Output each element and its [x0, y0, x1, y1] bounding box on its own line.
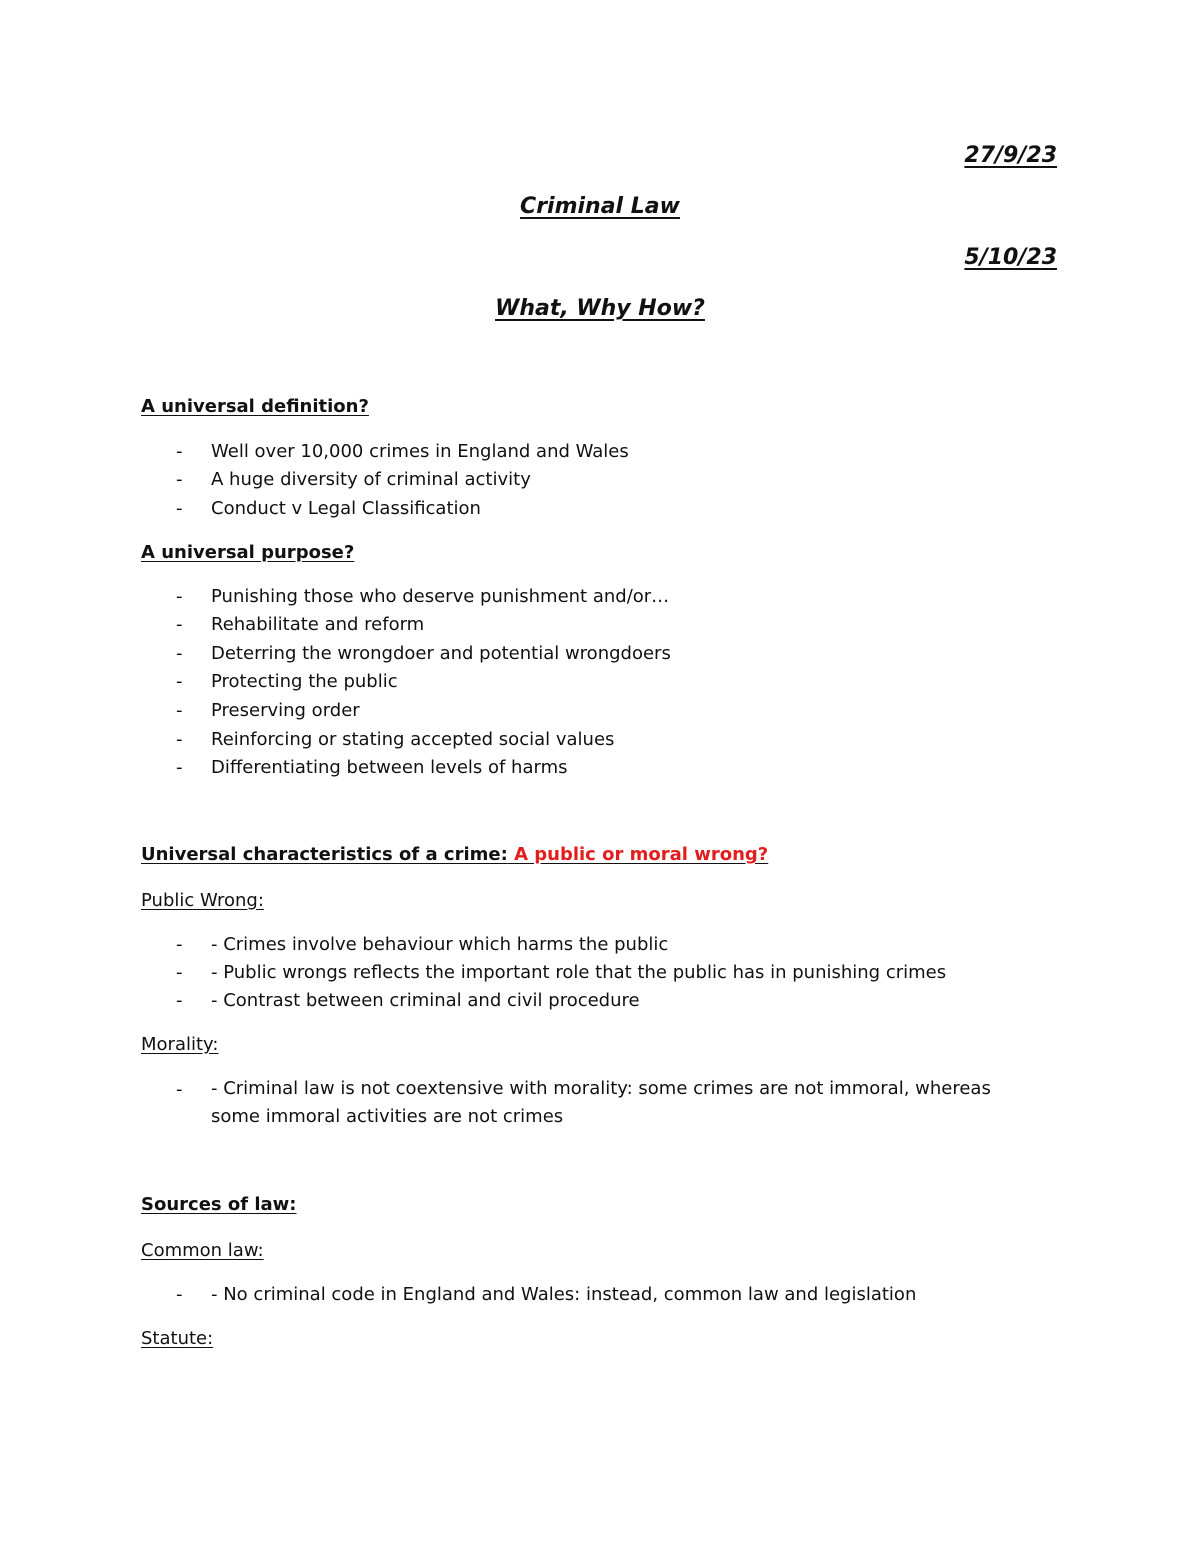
- bullet-dash: -: [176, 643, 183, 664]
- purpose-heading: A universal purpose?: [141, 542, 355, 563]
- characteristics-heading-text: Universal characteristics of a crime:: [141, 844, 508, 865]
- list-item: - No criminal code in England and Wales: instead, common law and legislation: [211, 1284, 917, 1305]
- bullet-dash: -: [176, 469, 183, 490]
- bullet-dash: -: [176, 757, 183, 778]
- bullet-dash: -: [176, 934, 183, 955]
- bullet-dash: -: [176, 671, 183, 692]
- list-item: Well over 10,000 crimes in England and Wales: [211, 441, 629, 462]
- characteristics-heading: [141, 844, 768, 866]
- bullet-dash: -: [176, 700, 183, 721]
- list-item: Punishing those who deserve punishment and/or…: [211, 586, 670, 607]
- date-second: 5/10/23: [964, 245, 1057, 270]
- bullet-dash: -: [176, 729, 183, 750]
- page-subtitle: What, Why How?: [495, 296, 705, 321]
- characteristics-heading-highlight: A public or moral wrong?: [507, 844, 769, 865]
- bullet-dash: -: [176, 1284, 183, 1305]
- list-item: Deterring the wrongdoer and potential wrongdoers: [211, 643, 671, 664]
- list-item: - Public wrongs reflects the important role that the public has in punishing crimes: [211, 962, 947, 983]
- common-law-label: Common law:: [141, 1240, 264, 1261]
- bullet-dash: -: [176, 498, 183, 519]
- list-item: Differentiating between levels of harms: [211, 757, 568, 778]
- bullet-dash: -: [176, 1079, 183, 1100]
- list-item: Conduct v Legal Classification: [211, 498, 481, 519]
- bullet-dash: -: [176, 586, 183, 607]
- list-item: - Crimes involve behaviour which harms the public: [211, 934, 669, 955]
- list-item: Protecting the public: [211, 671, 398, 692]
- list-item: - Contrast between criminal and civil procedure: [211, 990, 640, 1011]
- bullet-dash: -: [176, 441, 183, 462]
- list-item: Preserving order: [211, 700, 360, 721]
- public-wrong-label: Public Wrong:: [141, 890, 264, 911]
- date-first: 27/9/23: [964, 143, 1057, 168]
- page-title: Criminal Law: [520, 194, 680, 219]
- list-item: A huge diversity of criminal activity: [211, 469, 531, 490]
- list-item: Reinforcing or stating accepted social values: [211, 729, 615, 750]
- list-item: - Criminal law is not coextensive with morality: some crimes are not immoral, whereas some immoral activities are not crimes: [211, 1078, 991, 1127]
- list-item: Rehabilitate and reform: [211, 614, 425, 635]
- bullet-dash: -: [176, 614, 183, 635]
- definition-heading: A universal definition?: [141, 396, 369, 417]
- morality-label: Morality:: [141, 1034, 219, 1055]
- bullet-dash: -: [176, 990, 183, 1011]
- bullet-dash: -: [176, 962, 183, 983]
- sources-heading: Sources of law:: [141, 1194, 297, 1215]
- statute-label: Statute:: [141, 1328, 214, 1349]
